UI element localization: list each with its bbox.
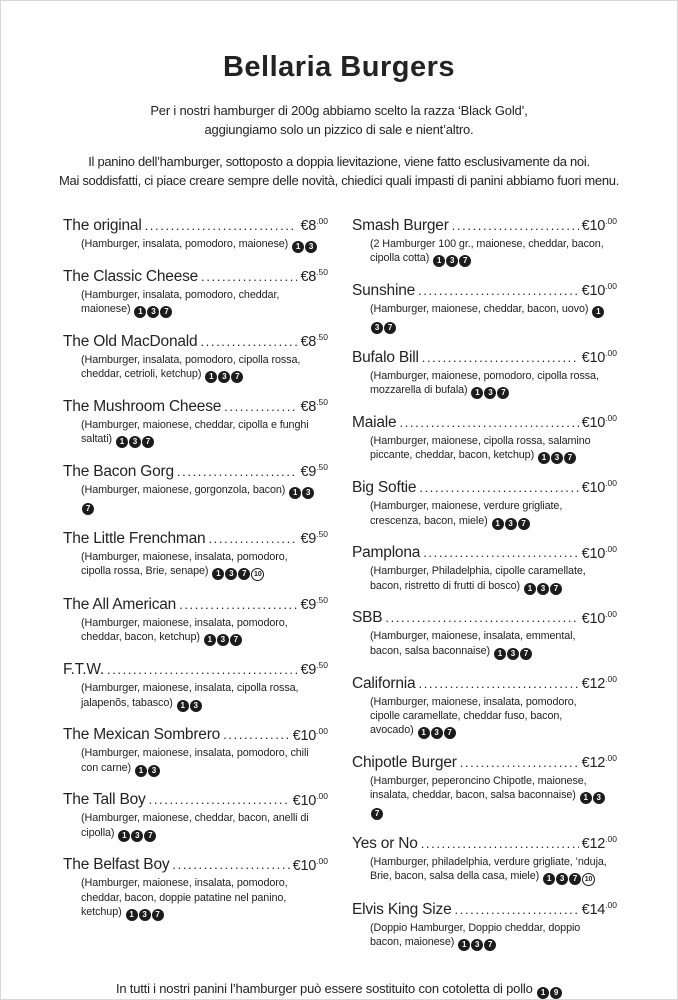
page-title: Bellaria Burgers xyxy=(222,51,456,83)
allergen-badge-1: 1 xyxy=(592,306,604,318)
allergen-badge-7: 7 xyxy=(569,873,581,885)
item-price: $€9^{.50}$ xyxy=(300,595,328,614)
allergen-badge-1: 1 xyxy=(289,487,301,499)
dotted-leader xyxy=(200,334,297,349)
allergen-badge-3: 3 xyxy=(305,241,317,253)
allergen-badge-1: 1 xyxy=(205,371,217,383)
item-ingredients: (Hamburger, insalata, pomodoro, cipolla rossa, cheddar, cetrioli, ketchup) xyxy=(81,354,301,381)
footer-note-text-1: In tutti i nostri panini l’hamburger può essere sostituito con cotoletta di pollo xyxy=(115,981,533,997)
intro-line-1: Il panino dell’hamburger, sottoposto a doppia lievitazione, viene fatto esclusivamente da noi. xyxy=(88,153,590,169)
dotted-leader xyxy=(452,218,579,233)
item-allergen-badges xyxy=(204,368,243,380)
item-allergen-badges xyxy=(117,827,156,839)
menu-item xyxy=(63,462,328,515)
dotted-leader xyxy=(107,662,297,677)
allergen-badge-1: 1 xyxy=(494,648,506,660)
item-ingredients: (Hamburger, maionese, insalata, cipolla rossa, jalapenõs, tabasco) xyxy=(81,682,299,709)
item-name: SBB xyxy=(352,609,383,627)
item-name: Elvis King Size xyxy=(352,900,452,918)
item-name: California xyxy=(352,674,416,692)
item-description xyxy=(63,811,319,841)
menu-item xyxy=(63,595,328,646)
menu-item-head xyxy=(352,900,617,919)
menu-item-head xyxy=(352,216,617,235)
dotted-leader xyxy=(201,269,297,284)
menu-item-head xyxy=(352,478,617,497)
allergen-badge-7: 7 xyxy=(444,727,456,739)
footer-allergen-badges xyxy=(536,981,562,996)
item-name: Sunshine xyxy=(352,282,416,300)
item-description xyxy=(352,774,608,820)
item-allergen-badges xyxy=(470,384,509,396)
item-allergen-badges xyxy=(417,724,456,736)
allergen-badge-7: 7 xyxy=(160,306,172,318)
menu-item-head xyxy=(63,462,328,481)
allergen-badge-1: 1 xyxy=(471,387,483,399)
menu-item xyxy=(63,529,328,581)
item-ingredients: (Hamburger, insalata, pomodoro, cheddar, maionese) xyxy=(81,289,280,316)
menu-item xyxy=(63,726,328,777)
allergen-badge-3: 3 xyxy=(593,792,605,804)
dotted-leader xyxy=(422,350,579,365)
dotted-leader xyxy=(172,857,289,872)
allergen-badge-10: 10 xyxy=(251,568,264,581)
item-name: Chipotle Burger xyxy=(352,753,457,771)
allergen-badge-7: 7 xyxy=(459,255,471,267)
item-ingredients: (Hamburger, maionese, gorgonzola, bacon) xyxy=(81,484,286,497)
item-allergen-badges xyxy=(537,449,576,461)
allergen-badge-7: 7 xyxy=(520,648,532,660)
intro-text xyxy=(29,153,649,191)
allergen-badge-7: 7 xyxy=(231,371,243,383)
item-ingredients: (Hamburger, maionese, insalata, pomodoro, cipolla rossa, Brie, senape) xyxy=(81,551,288,578)
item-name: The Belfast Boy xyxy=(63,856,170,874)
item-ingredients: (Hamburger, maionese, pomodoro, cipolla rossa, mozzarella di bufala) xyxy=(370,370,599,397)
item-allergen-badges xyxy=(115,433,154,445)
subtitle-line-1: Per i nostri hamburger di 200g abbiamo scelto la razza ‘Black Gold’, xyxy=(150,103,528,118)
item-ingredients: (Hamburger, maionese, cheddar, cipolla e funghi saltati) xyxy=(81,419,309,446)
allergen-badge-7: 7 xyxy=(142,436,154,448)
menu-item-head xyxy=(63,856,328,875)
item-name: The original xyxy=(63,217,142,235)
allergen-badge-1: 1 xyxy=(537,987,549,999)
item-name: The Mexican Sombrero xyxy=(63,726,221,744)
item-ingredients: (Hamburger, maionese, verdure grigliate, crescenza, bacon, miele) xyxy=(370,500,563,527)
menu-item-head xyxy=(63,216,328,235)
allergen-badge-3: 3 xyxy=(217,634,229,646)
menu-item-head xyxy=(352,753,617,772)
menu-item xyxy=(352,753,617,820)
item-ingredients: (2 Hamburger 100 gr., maionese, cheddar, bacon, cipolla cotta) xyxy=(370,238,604,265)
item-ingredients: (Hamburger, peperoncino Chipotle, maionese, insalata, cheddar, bacon, salsa baconnaise) xyxy=(370,774,587,802)
dotted-leader xyxy=(418,283,579,298)
item-description xyxy=(352,695,608,740)
item-description xyxy=(352,921,608,951)
allergen-badge-3: 3 xyxy=(537,583,549,595)
item-allergen-badges xyxy=(523,580,562,592)
item-ingredients: (Hamburger, maionese, cheddar, bacon, anelli di cipolla) xyxy=(81,812,309,839)
allergen-badge-3: 3 xyxy=(129,436,141,448)
item-price: $€8^{.50}$ xyxy=(300,267,328,286)
item-price: $€10^{.00}$ xyxy=(292,725,328,744)
allergen-badge-3: 3 xyxy=(139,909,151,921)
allergen-badge-3: 3 xyxy=(507,648,519,660)
dotted-leader xyxy=(419,480,578,495)
item-price: $€10^{.00}$ xyxy=(581,281,617,300)
allergen-badge-1: 1 xyxy=(418,727,430,739)
allergen-badge-3: 3 xyxy=(147,306,159,318)
item-ingredients: (Hamburger, maionese, insalata, pomodoro, cipolle caramellate, cheddar fuso, bacon, avocado) xyxy=(370,695,577,736)
allergen-badge-3: 3 xyxy=(218,371,230,383)
dotted-leader xyxy=(145,218,298,233)
item-name: The Bacon Gorg xyxy=(63,463,174,481)
item-description xyxy=(63,550,319,581)
item-allergen-badges xyxy=(133,303,172,315)
menu-item xyxy=(352,609,617,660)
dotted-leader xyxy=(385,610,578,625)
menu-column-left xyxy=(63,216,328,965)
menu-item-head xyxy=(352,413,617,432)
menu-item xyxy=(352,900,617,951)
allergen-badge-7: 7 xyxy=(497,387,509,399)
allergen-badge-1: 1 xyxy=(135,765,147,777)
item-price: $€10^{.00}$ xyxy=(292,855,328,874)
item-description xyxy=(63,353,319,383)
item-ingredients: (Hamburger, Philadelphia, cipolle caramellate, bacon, ristretto di frutti di bosco) xyxy=(370,565,586,592)
allergen-badge-1: 1 xyxy=(134,306,146,318)
allergen-badge-1: 1 xyxy=(538,452,550,464)
dotted-leader xyxy=(455,902,579,917)
allergen-badge-1: 1 xyxy=(524,583,536,595)
dotted-leader xyxy=(223,727,289,742)
item-description xyxy=(63,746,319,776)
subtitle xyxy=(29,102,649,140)
item-name: The Mushroom Cheese xyxy=(63,398,222,416)
allergen-badge-3: 3 xyxy=(556,873,568,885)
allergen-badge-1: 1 xyxy=(292,241,304,253)
item-price: $€10^{.00}$ xyxy=(581,543,617,562)
allergen-badge-3: 3 xyxy=(484,387,496,399)
menu-item-head xyxy=(352,674,617,693)
item-allergen-badges xyxy=(291,238,317,250)
dotted-leader xyxy=(179,597,297,612)
menu-item xyxy=(352,834,617,886)
allergen-badge-1: 1 xyxy=(118,830,130,842)
item-name: F.T.W. xyxy=(63,661,104,679)
item-ingredients: (Hamburger, insalata, pomodoro, maionese) xyxy=(81,238,289,251)
item-price: $€9^{.50}$ xyxy=(300,462,328,481)
item-allergen-badges xyxy=(491,515,530,527)
item-description xyxy=(352,434,608,464)
allergen-badge-3: 3 xyxy=(148,765,160,777)
dotted-leader xyxy=(460,755,579,770)
item-price: $€12^{.00}$ xyxy=(581,673,617,692)
item-allergen-badges xyxy=(176,697,202,709)
item-name: The Tall Boy xyxy=(63,791,146,809)
item-allergen-badges xyxy=(457,936,496,948)
item-price: $€8^{.50}$ xyxy=(300,332,328,351)
item-description xyxy=(63,483,319,515)
footer-note-line-1 xyxy=(29,979,649,999)
dotted-leader xyxy=(423,545,578,560)
allergen-badge-7: 7 xyxy=(371,808,383,820)
item-allergen-badges xyxy=(493,645,532,657)
dotted-leader xyxy=(177,464,298,479)
menu-item-head xyxy=(63,791,328,810)
allergen-badge-1: 1 xyxy=(116,436,128,448)
item-description xyxy=(63,237,319,253)
item-ingredients: (Hamburger, philadelphia, verdure grigliate, ’nduja, Brie, bacon, salsa della casa, miele) xyxy=(370,855,607,883)
allergen-badge-9: 9 xyxy=(550,987,562,999)
allergen-badge-1: 1 xyxy=(433,255,445,267)
item-name: Maiale xyxy=(352,414,397,432)
menu-item xyxy=(63,856,328,921)
menu-grid xyxy=(63,216,617,965)
allergen-badge-7: 7 xyxy=(550,583,562,595)
allergen-badge-3: 3 xyxy=(471,939,483,951)
subtitle-line-2: aggiungiamo solo un pizzico di sale e nient’altro. xyxy=(204,121,474,137)
allergen-badge-3: 3 xyxy=(431,727,443,739)
item-name: Bufalo Bill xyxy=(352,349,419,367)
item-price: $€8^{.50}$ xyxy=(300,397,328,416)
item-ingredients: (Hamburger, maionese, cipolla rossa, salamino piccante, cheddar, bacon, ketchup) xyxy=(370,435,591,462)
menu-item xyxy=(352,348,617,399)
menu-item xyxy=(63,332,328,383)
item-name: Yes or No xyxy=(352,834,418,852)
intro-line-2: Mai soddisfatti, ci piace creare sempre delle novità, chiedici quali impasti di panini abbiamo fuori menu. xyxy=(59,172,619,188)
allergen-badge-3: 3 xyxy=(225,568,237,580)
menu-item xyxy=(352,413,617,464)
item-price: $€14^{.00}$ xyxy=(581,900,617,918)
allergen-badge-3: 3 xyxy=(371,322,383,334)
menu-item-head xyxy=(63,529,328,548)
item-price: $€12^{.00}$ xyxy=(581,753,617,771)
item-price: $€10^{.00}$ xyxy=(581,608,617,627)
item-name: Big Softie xyxy=(352,479,417,497)
dotted-leader xyxy=(421,836,579,851)
item-description xyxy=(352,237,608,267)
item-name: Pamplona xyxy=(352,544,421,562)
menu-item xyxy=(352,281,617,334)
item-price: $€10^{.00}$ xyxy=(581,348,617,367)
allergen-badge-3: 3 xyxy=(446,255,458,267)
allergen-badge-7: 7 xyxy=(152,909,164,921)
menu-item-head xyxy=(63,332,328,351)
item-description xyxy=(63,616,319,646)
allergen-badge-1: 1 xyxy=(212,568,224,580)
item-description xyxy=(352,855,608,886)
item-price: $€9^{.50}$ xyxy=(300,529,328,548)
allergen-badge-1: 1 xyxy=(458,939,470,951)
item-price: $€10^{.00}$ xyxy=(292,790,328,809)
item-allergen-badges xyxy=(134,762,160,774)
menu-item xyxy=(352,216,617,267)
allergen-badge-7: 7 xyxy=(384,322,396,334)
allergen-badge-3: 3 xyxy=(505,518,517,530)
item-allergen-badges xyxy=(542,870,595,882)
menu-item xyxy=(352,478,617,529)
menu-item-head xyxy=(63,660,328,679)
item-description xyxy=(352,629,608,659)
menu-item-head xyxy=(63,267,328,286)
item-price: $€12^{.00}$ xyxy=(581,834,617,852)
item-description xyxy=(352,499,608,529)
allergen-badge-1: 1 xyxy=(580,792,592,804)
menu-item-head xyxy=(352,281,617,300)
menu-item-head xyxy=(63,397,328,416)
item-name: Smash Burger xyxy=(352,217,449,235)
allergen-badge-3: 3 xyxy=(190,700,202,712)
allergen-badge-7: 7 xyxy=(518,518,530,530)
dotted-leader xyxy=(149,792,290,807)
item-allergen-badges xyxy=(203,631,242,643)
item-name: The All American xyxy=(63,596,177,614)
dotted-leader xyxy=(418,676,578,691)
menu-item xyxy=(63,216,328,253)
allergen-badge-7: 7 xyxy=(144,830,156,842)
allergen-badge-7: 7 xyxy=(82,503,94,515)
item-description xyxy=(63,681,319,711)
allergen-badge-7: 7 xyxy=(230,634,242,646)
item-description xyxy=(63,288,319,318)
item-price: $€9^{.50}$ xyxy=(300,660,328,679)
menu-item xyxy=(352,674,617,739)
item-price: $€8^{.00}$ xyxy=(300,216,328,235)
item-ingredients: (Hamburger, maionese, insalata, emmental, bacon, salsa baconnaise) xyxy=(370,630,576,657)
item-ingredients: (Hamburger, maionese, cheddar, bacon, uovo) xyxy=(370,303,589,316)
allergen-badge-1: 1 xyxy=(543,873,555,885)
menu-item xyxy=(63,791,328,842)
menu-item-head xyxy=(352,348,617,367)
dotted-leader xyxy=(399,415,578,430)
menu-item-head xyxy=(352,609,617,628)
item-description xyxy=(352,564,608,594)
allergen-badge-3: 3 xyxy=(551,452,563,464)
allergen-badge-7: 7 xyxy=(484,939,496,951)
item-description xyxy=(63,418,319,448)
dotted-leader xyxy=(224,399,297,414)
item-name: The Little Frenchman xyxy=(63,530,206,548)
footer-note xyxy=(29,979,649,1000)
allergen-badge-1: 1 xyxy=(177,700,189,712)
item-description xyxy=(352,302,608,334)
item-allergen-badges xyxy=(211,565,264,577)
menu-item xyxy=(352,544,617,595)
menu-item xyxy=(63,397,328,448)
item-description xyxy=(63,876,319,921)
item-price: $€10^{.00}$ xyxy=(581,413,617,432)
item-price: $€10^{.00}$ xyxy=(581,478,617,497)
item-ingredients: (Hamburger, maionese, insalata, pomodoro, chili con carne) xyxy=(81,747,309,774)
item-ingredients: (Hamburger, maionese, insalata, pomodoro, cheddar, bacon, doppie patatine nel panino, ketchup) xyxy=(81,877,288,918)
item-description xyxy=(352,369,608,399)
allergen-badge-1: 1 xyxy=(126,909,138,921)
menu-item xyxy=(63,660,328,711)
menu-item xyxy=(63,267,328,318)
item-allergen-badges xyxy=(125,906,164,918)
menu-item-head xyxy=(63,726,328,745)
item-ingredients: (Hamburger, maionese, insalata, pomodoro, cheddar, bacon, ketchup) xyxy=(81,617,288,644)
item-ingredients: (Doppio Hamburger, Doppio cheddar, doppio bacon, maionese) xyxy=(370,921,581,949)
allergen-badge-1: 1 xyxy=(204,634,216,646)
allergen-badge-1: 1 xyxy=(492,518,504,530)
menu-item-head xyxy=(63,595,328,614)
dotted-leader xyxy=(208,531,297,546)
item-allergen-badges xyxy=(432,252,471,264)
item-name: The Classic Cheese xyxy=(63,268,199,286)
allergen-badge-3: 3 xyxy=(131,830,143,842)
menu-item-head xyxy=(352,544,617,563)
item-name: The Old MacDonald xyxy=(63,333,198,351)
allergen-badge-10: 10 xyxy=(582,873,595,886)
menu-item-head xyxy=(352,834,617,853)
allergen-badge-3: 3 xyxy=(302,487,314,499)
item-price: $€10^{.00}$ xyxy=(581,216,617,235)
allergen-badge-7: 7 xyxy=(564,452,576,464)
menu-column-right xyxy=(352,216,617,965)
allergen-badge-7: 7 xyxy=(238,568,250,580)
